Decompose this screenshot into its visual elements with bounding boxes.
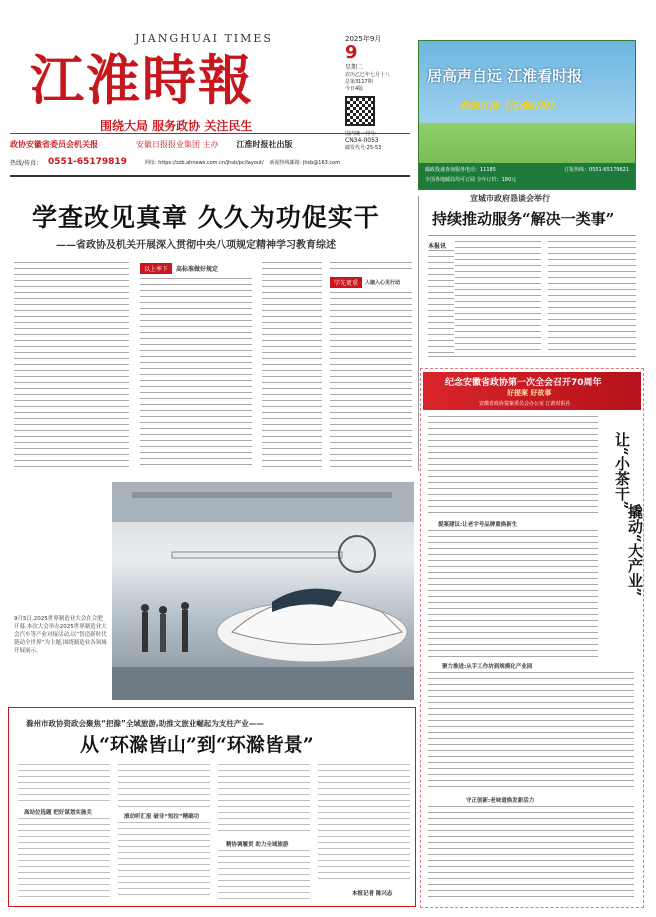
sidebar-col-3	[428, 672, 634, 792]
lead-column-4-top	[330, 262, 412, 272]
sidebar-section-2: 聚力推进:从手工作坊到规模化产业园	[442, 664, 533, 670]
masthead-title: 江淮時報	[30, 48, 254, 112]
ad-phone: 订报热线：0551-65179821	[564, 167, 629, 173]
sidebar-title-2: 撬动“大产业”	[626, 504, 644, 597]
ad-footer-2: 全国各地邮局均可订阅 全年订价：180元	[425, 177, 517, 183]
hotline: 0551-65179819	[48, 157, 127, 167]
lead-column-2	[140, 278, 252, 468]
issue-lunar: 农历乙巳年七月十八	[345, 72, 391, 78]
ad-slogan: 欢迎订阅《江淮时报》	[459, 101, 559, 112]
feature-col-3b	[218, 850, 310, 900]
right-story-title: 持续推动服务“解决一类事”	[432, 210, 615, 228]
partner-line: 安徽日报报业集团 主办	[136, 139, 219, 149]
masthead	[14, 32, 273, 45]
feature-col-1a	[18, 764, 110, 802]
lead-subtitle: ——省政协及机关开展深入贯彻中央八项规定精神学习教育综述	[56, 240, 336, 251]
lead-tag-1-text: 高标准做好规定	[176, 265, 219, 273]
feature-col-3a	[218, 764, 310, 836]
issue-day: 9	[345, 42, 358, 63]
site-url: 网址: https://szb.ahnews.com.cn/jhsb/pc/layout/	[144, 159, 264, 166]
lead-tag-1: 以上率下	[140, 263, 172, 274]
issue-cn: CN34-0053	[345, 137, 379, 144]
issue-info	[345, 34, 410, 151]
lead-column-1	[14, 262, 129, 467]
sponsor-line: 政协安徽省委员会机关报	[10, 139, 98, 149]
lead-tag-2-text: 入脑入心见行动	[365, 279, 401, 286]
subscription-ad	[418, 40, 636, 190]
sidebar-banner-sub: 好提案 好故事	[507, 389, 552, 397]
right-story-col-1b	[428, 250, 454, 353]
expo-photo	[112, 482, 414, 700]
masthead-pinyin: JIANGHUAI TIMES	[135, 32, 273, 45]
sidebar-col-2	[428, 530, 598, 658]
issue-number: 总第3117期	[345, 79, 373, 85]
feature-section-2: 滚动听汇报 破非“短拉”精确功	[124, 814, 200, 820]
sidebar-section-1: 提案建议:让老字号品牌重焕新生	[438, 522, 518, 528]
feature-col-2a	[118, 764, 210, 808]
photo-caption: 9月5日,2025世界制造业大会在合肥开幕,本次大会举办2025世界制造业大会汽车等产业对接活动,以“智造新时代 链动全世界”为主题,围绕制造业各领域开展展示。	[14, 616, 107, 654]
lead-column-4	[330, 292, 412, 468]
feature-section-3: 精协调履责 助力全域旅游	[226, 842, 289, 848]
feature-col-1b	[18, 818, 110, 900]
sidebar-banner	[423, 372, 641, 410]
expo-photo-art	[112, 482, 414, 700]
lead-tag-2: 学先更重	[330, 277, 362, 288]
sidebar-banner-title: 纪念安徽省政协第一次全会召开70周年	[445, 378, 602, 388]
feature-col-4	[318, 764, 410, 884]
email: 新闻热线邮箱: jhsb@163.com	[269, 159, 341, 166]
issue-pages: 今日4版	[345, 86, 364, 92]
feature-section-1: 高站位选题 把好谋划实施关	[24, 810, 92, 816]
sidebar-banner-small: 安徽省政协提案委员会办公室 江淮时报社	[479, 401, 571, 407]
right-story-kicker: 宣城市政府恳谈会举行	[470, 194, 550, 203]
feature-kicker: 滁州市政协资政会聚焦“把滁”全域旅游,助推文旅业崛起为支柱产业——	[26, 719, 264, 728]
sidebar-col-1	[428, 416, 598, 516]
right-story-col-1a	[455, 241, 541, 353]
lead-title: 学查改见真章 久久为功促实干	[32, 203, 380, 232]
issue-post: 邮发代号:25-53	[345, 145, 382, 151]
hotline-label: 热线/传真：	[10, 159, 43, 167]
ad-headline: 居高声自远 江淮看时报	[427, 67, 583, 85]
right-story-rule	[428, 356, 636, 358]
issue-cn-label: 国内统一刊号:	[345, 131, 377, 137]
masthead-slogan: 围绕大局 服务政协 关注民生	[100, 119, 253, 133]
host-line: 江淮时报社出版	[236, 139, 293, 149]
ad-footer-1: 邮政投递查询服务电话：11185	[425, 167, 496, 173]
feature-col-2b	[118, 822, 210, 900]
right-story-col-2	[548, 241, 636, 353]
sidebar-section-3: 守正创新:老味道焕发新活力	[466, 798, 535, 804]
qr-code	[345, 96, 375, 126]
issue-weekday: 星期二	[345, 64, 364, 71]
sidebar-col-4	[428, 806, 634, 902]
sidebar-title-1: 让“小茶干”	[613, 432, 631, 510]
issue-date: 2025年9月	[345, 35, 382, 43]
feature-title: 从“环滁皆山”到“环滁皆景”	[80, 734, 314, 756]
right-story-byline: 本报讯	[428, 243, 447, 250]
feature-byline: 本报记者 陈兴志	[352, 891, 393, 897]
lead-column-3	[262, 262, 322, 467]
